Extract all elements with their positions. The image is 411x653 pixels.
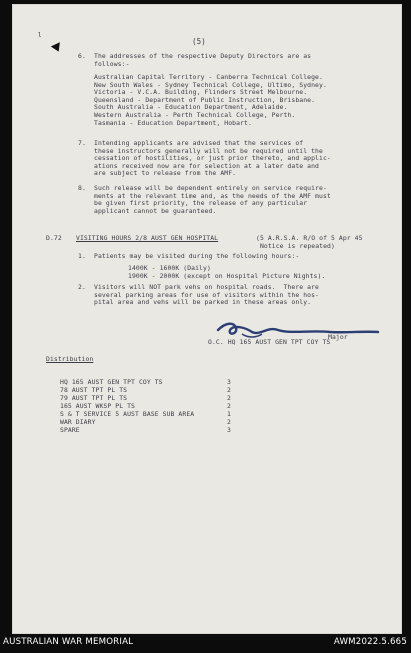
- distribution-row-name: SPARE: [60, 426, 80, 434]
- distribution-row-name: S & T SERVICE 5 AUST BASE SUB AREA: [60, 410, 195, 418]
- distribution-row-qty: 2: [227, 394, 231, 402]
- item-2-text: Visitors will NOT park vehs on hospital roads. There are several parking areas for use of visitors within the hos- pital area and vehs will be parked in these areas only.: [94, 283, 320, 307]
- margin-mark: l: [38, 32, 42, 39]
- archive-name: AUSTRALIAN WAR MEMORIAL: [3, 637, 134, 647]
- item-6-intro: The addresses of the respective Deputy Directors are as follows:-: [94, 52, 312, 68]
- item-6-number: 6.: [78, 52, 86, 60]
- item-7-number: 7.: [78, 139, 86, 147]
- distribution-row-qty: 1: [227, 410, 231, 418]
- item-7-text: Intending applicants are advised that the services of these instructors generally will not be required until the cessation of hostilities, or just prior thereto, and applic- ations received now are for selection at a later date and are subject to release from the AMF.: [94, 139, 331, 178]
- item-6-addresses: Australian Capital Territory - Canberra Technical College. New South Wales - Sydney Technical College, Ultimo, Sydney. Victoria - V.C.A. Building, Flinders Street Melbourne. Queensland - Department of Public Instruction, Brisbane. South Australia - Education Department, Adelaide. Western Australia - Perth Technical College, Perth. Tasmania - Education Department, Hobart.: [94, 73, 327, 127]
- section-title: VISITING HOURS 2/8 AUST GEN HOSPITAL: [76, 234, 219, 242]
- item-1-text: Patients may be visited during the following hours:-: [94, 252, 300, 260]
- distribution-row-name: HQ 165 AUST GEN TPT COY TS: [60, 378, 163, 386]
- distribution-row-qty: 2: [227, 418, 231, 426]
- section-reference: (5 A.R.S.A. R/O of 5 Apr 45 Notice is repeated): [256, 234, 363, 250]
- item-2-number: 2.: [78, 283, 86, 291]
- distribution-heading: Distribution: [46, 355, 94, 363]
- distribution-row-name: WAR DIARY: [60, 418, 96, 426]
- archive-reference: AWM2022.5.665: [333, 637, 407, 647]
- signature-rank: Major: [328, 333, 348, 341]
- item-8-text: Such release will be dependent entirely on service require- ments at the relevant time and, as the needs of the AMF must be given first priority, the release of any particular applicant cannot be guaranteed.: [94, 184, 331, 215]
- distribution-row-name: 79 AUST TPT PL TS: [60, 394, 128, 402]
- page-number: (5): [192, 37, 206, 46]
- section-number: D.72: [46, 234, 62, 242]
- visiting-hours: 1400K - 1600K (Daily) 1900K - 2000K (except on Hospital Picture Nights).: [128, 264, 326, 280]
- distribution-row-qty: 3: [227, 378, 231, 386]
- distribution-row-name: 165 AUST WKSP PL TS: [60, 402, 136, 410]
- distribution-row-name: 78 AUST TPT PL TS: [60, 386, 128, 394]
- distribution-row-qty: 3: [227, 426, 231, 434]
- item-1-number: 1.: [78, 252, 86, 260]
- distribution-row-qty: 2: [227, 386, 231, 394]
- archive-footer: [0, 634, 411, 653]
- distribution-row-qty: 2: [227, 402, 231, 410]
- item-8-number: 8.: [78, 184, 86, 192]
- signature-line: O.C. HQ 165 AUST GEN TPT COY TS: [208, 338, 331, 346]
